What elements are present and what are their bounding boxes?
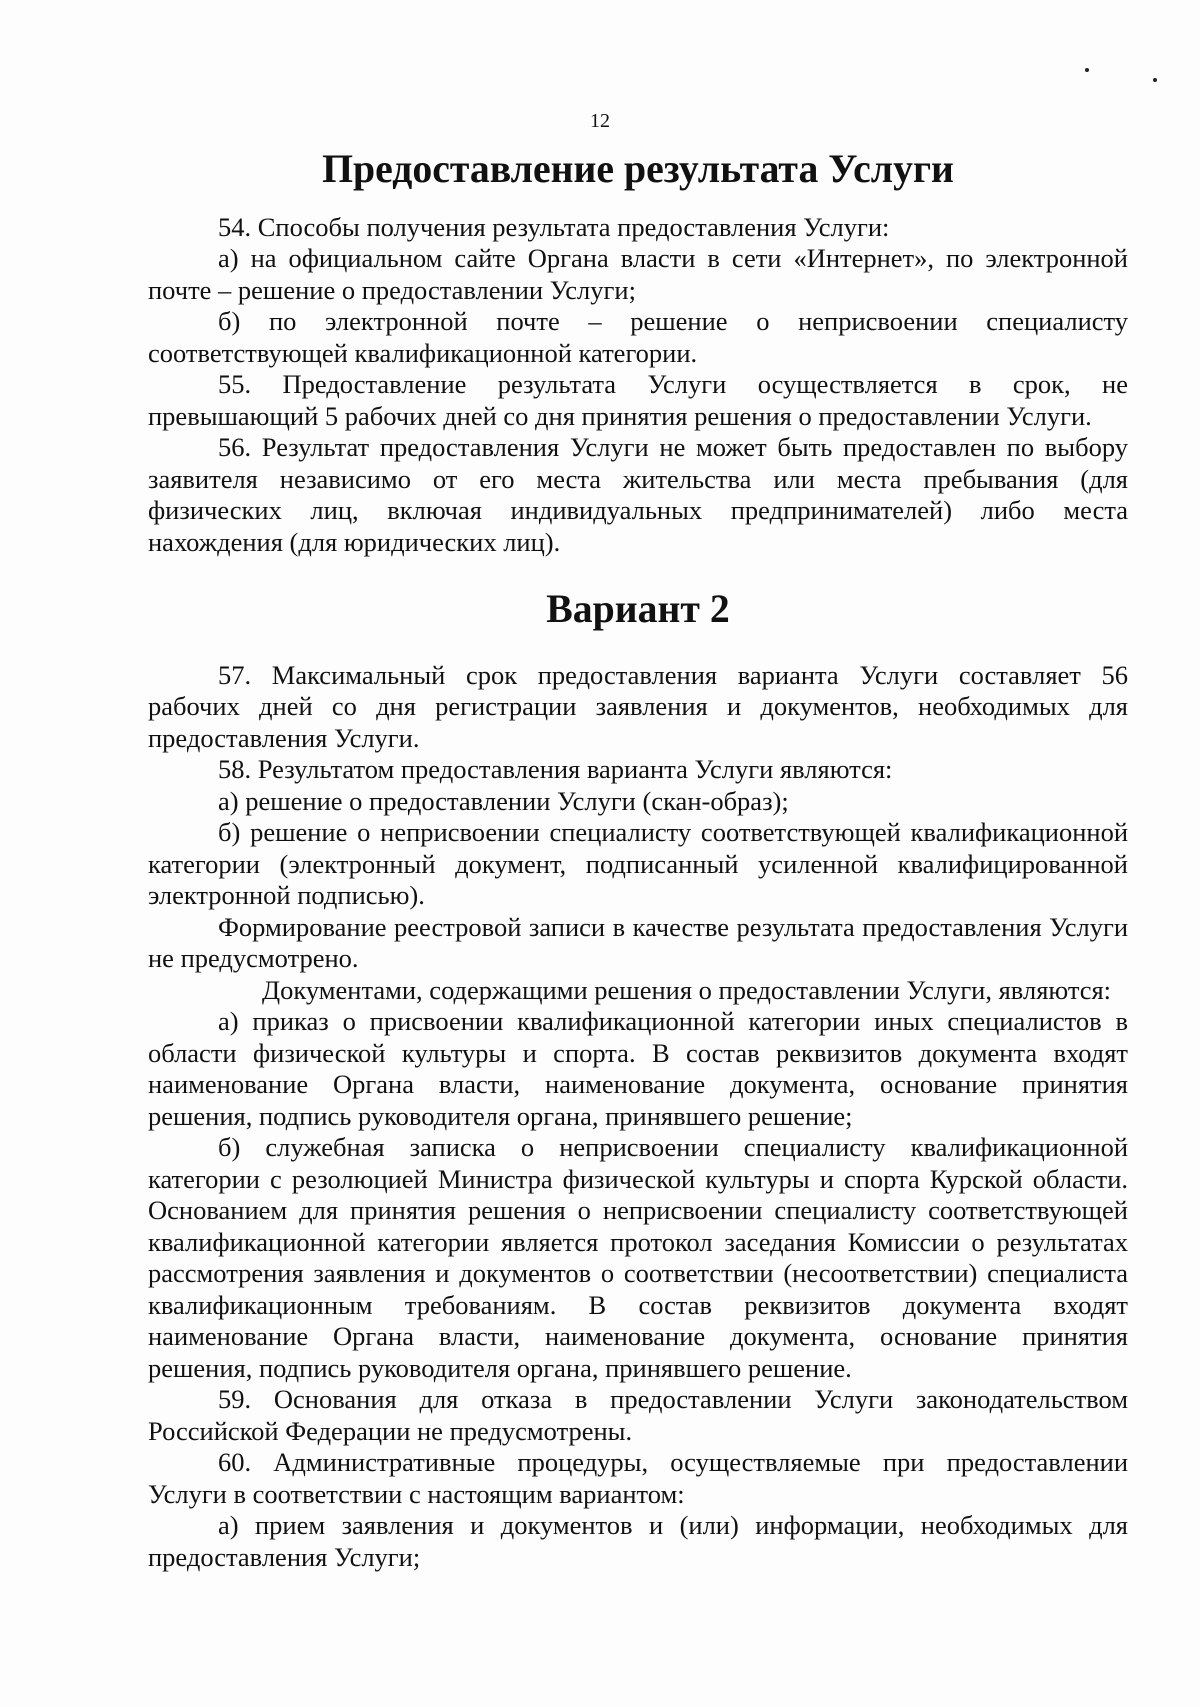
document-body bbox=[148, 147, 1128, 1573]
scan-artifact-dot bbox=[1085, 68, 1089, 72]
paragraph-56: 56. Результат предоставления Услуги не может быть предоставлен по выбору заявителя независимо от его места жительства или места пребывания (для физических лиц, включая индивидуальных предпринимателей) либо места нахождения (для юридических лиц). bbox=[148, 432, 1128, 557]
page-number: 12 bbox=[590, 110, 610, 132]
paragraph-60: 60. Административные процедуры, осуществляемые при предоставлении Услуги в соответствии с настоящим вариантом: bbox=[148, 1447, 1128, 1509]
paragraph-decision-documents-b: б) служебная записка о неприсвоении специалисту квалификационной категории с резолюцией Министра физической культуры и спорта Курской области. Основанием для принятия решения о неприсвоении специалисту соответствующей квалификационной категории является протокол заседания Комиссии о результатах рассмотрения заявления и документов о соответствии (несоответствии) специалиста квалификационным требованиям. В состав реквизитов документа входят наименование Органа власти, наименование документа, основание принятия решения, подпись руководителя органа, принявшего решение. bbox=[148, 1132, 1128, 1383]
paragraph-58: 58. Результатом предоставления варианта Услуги являются: bbox=[218, 754, 893, 784]
paragraph-54-b: б) по электронной почте – решение о неприсвоении специалисту соответствующей квалификационной категории. bbox=[148, 306, 1128, 368]
paragraph-58-a: а) решение о предоставлении Услуги (скан-образ); bbox=[218, 785, 789, 816]
paragraph-54: 54. Способы получения результата предоставления Услуги: bbox=[218, 211, 890, 242]
section-heading-variant-2: Вариант 2 bbox=[546, 587, 730, 631]
paragraph-59: 59. Основания для отказа в предоставлении Услуги законодательством Российской Федерации не предусмотрены. bbox=[148, 1384, 1128, 1446]
paragraph-55: 55. Предоставление результата Услуги осуществляется в срок, не превышающий 5 рабочих дней со дня принятия решения о предоставлении Услуги. bbox=[148, 369, 1128, 431]
paragraph-54-a: а) на официальном сайте Органа власти в сети «Интернет», по электронной почте – решение о предоставлении Услуги; bbox=[148, 243, 1128, 305]
scan-artifact-dot bbox=[1153, 78, 1157, 82]
paragraph-decision-documents-a: а) приказ о присвоении квалификационной категории иных специалистов в области физической культуры и спорта. В состав реквизитов документа входят наименование Органа власти, наименование документа, основание принятия решения, подпись руководителя органа, принявшего решение; bbox=[148, 1006, 1128, 1131]
paragraph-57: 57. Максимальный срок предоставления варианта Услуги составляет 56 рабочих дней со дня регистрации заявления и документов, необходимых для предоставления Услуги. bbox=[148, 659, 1128, 753]
section-heading-result-provision: Предоставление результата Услуги bbox=[322, 147, 954, 191]
paragraph-60-a: а) прием заявления и документов и (или) информации, необходимых для предоставления Услуги; bbox=[148, 1510, 1128, 1572]
paragraph-58-b: б) решение о неприсвоении специалисту соответствующей квалификационной категории (электронный документ, подписанный усиленной квалифицированной электронной подписью). bbox=[148, 817, 1128, 910]
paragraph-registry-record: Формирование реестровой записи в качестве результата предоставления Услуги не предусмотрено. bbox=[148, 911, 1128, 973]
paragraph-decision-documents: Документами, содержащими решения о предоставлении Услуги, являются: bbox=[262, 974, 1112, 1005]
